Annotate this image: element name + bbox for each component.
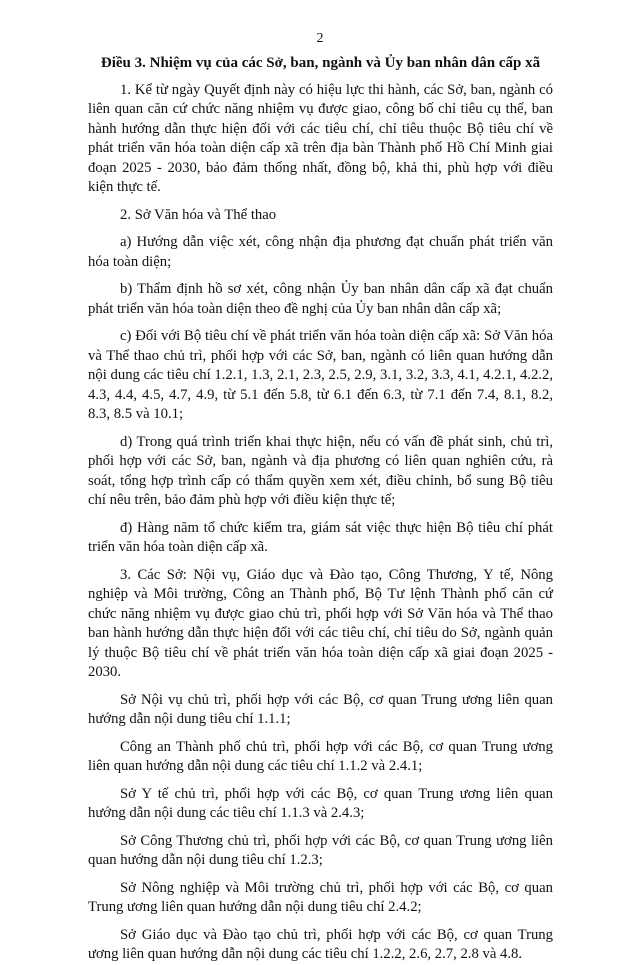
- paragraph-giao-duc: Sở Giáo dục và Đào tạo chủ trì, phối hợp với các Bộ, cơ quan Trung ương liên quan hướng dẫn nội dung các tiêu chí 1.2.2, 2.6, 2.7, 2.8 và 4.8.: [88, 926, 553, 962]
- page-number: 2: [316, 31, 324, 46]
- paragraph-2dd: đ) Hàng năm tổ chức kiểm tra, giám sát việc thực hiện Bộ tiêu chí phát triển văn hóa toàn diện cấp xã.: [88, 519, 553, 555]
- paragraph-2c: c) Đối với Bộ tiêu chí về phát triển văn hóa toàn diện cấp xã: Sở Văn hóa và Thể thao chủ trì, phối hợp với các Sở, ban, ngành có liên quan hướng dẫn nội dung các tiêu chí 1.2.1, 1.3, 2.1, 2.3, 2.5, 2.9, 3.1, 3.2, 3.3, 4.1, 4.2.1, 4.2.2, 4.3, 4.4, 4.5, 4.7, 4.9, từ 5.1 đến 5.8, từ 6.1 đến 6.3, từ 7.1 đến 7.4, 8.1, 8.2, 8.3, 8.5 và 10.1;: [88, 328, 553, 422]
- paragraph-2: 2. Sở Văn hóa và Thể thao: [120, 206, 277, 223]
- paragraph-2d: d) Trong quá trình triển khai thực hiện, nếu có vấn đề phát sinh, chủ trì, phối hợp với các Sở, ban, ngành và địa phương có liên quan nghiên cứu, rà soát, tổng hợp trình cấp có thẩm quyền xem xét, điều chỉnh, bổ sung Bộ tiêu chí nêu trên, bảo đảm phù hợp với điều kiện thực tế;: [88, 433, 553, 508]
- paragraph-2b: b) Thẩm định hồ sơ xét, công nhận Ủy ban nhân dân cấp xã đạt chuẩn phát triển văn hóa toàn diện theo đề nghị của Ủy ban nhân dân cấp xã;: [88, 281, 553, 317]
- paragraph-nong-nghiep: Sở Nông nghiệp và Môi trường chủ trì, phối hợp với các Bộ, cơ quan Trung ương liên quan hướng dẫn nội dung tiêu chí 2.4.2;: [88, 879, 553, 915]
- paragraph-cong-thuong: Sở Công Thương chủ trì, phối hợp với các Bộ, cơ quan Trung ương liên quan hướng dẫn nội dung tiêu chí 1.2.3;: [88, 832, 553, 868]
- paragraph-noi-vu: Sở Nội vụ chủ trì, phối hợp với các Bộ, cơ quan Trung ương liên quan hướng dẫn nội dung tiêu chí 1.1.1;: [88, 691, 553, 727]
- paragraph-2a: a) Hướng dẫn việc xét, công nhận địa phương đạt chuẩn phát triển văn hóa toàn diện;: [88, 234, 553, 270]
- article-heading: Điều 3. Nhiệm vụ của các Sở, ban, ngành và Ủy ban nhân dân cấp xã: [100, 55, 541, 71]
- paragraph-1: 1. Kể từ ngày Quyết định này có hiệu lực thi hành, các Sở, ban, ngành có liên quan căn cứ chức năng nhiệm vụ được giao, công bố chỉ tiêu cụ thể, ban hành hướng dẫn thực hiện đối với các tiêu chí, chỉ tiêu thuộc Bộ tiêu chí về phát triển văn hóa toàn diện cấp xã trên địa bàn Thành phố Hồ Chí Minh giai đoạn 2025 - 2030, bảo đảm thống nhất, đồng bộ, khả thi, phù hợp với điều kiện thực tế.: [88, 81, 553, 195]
- paragraph-y-te: Sở Y tế chủ trì, phối hợp với các Bộ, cơ quan Trung ương liên quan hướng dẫn nội dung các tiêu chí 1.1.3 và 2.4.3;: [88, 785, 553, 821]
- document-body: [88, 54, 553, 965]
- paragraph-cong-an: Công an Thành phố chủ trì, phối hợp với các Bộ, cơ quan Trung ương liên quan hướng dẫn nội dung các tiêu chí 1.1.2 và 2.4.1;: [88, 738, 553, 774]
- paragraph-3: 3. Các Sở: Nội vụ, Giáo dục và Đào tạo, Công Thương, Y tế, Nông nghiệp và Môi trường, Công an Thành phố, Bộ Tư lệnh Thành phố căn cứ chức năng nhiệm vụ được giao chủ trì, phối hợp với Sở Văn hóa và Thể thao ban hành hướng dẫn thực hiện đối với các tiêu chí, chỉ tiêu do Sở, ngành quản lý thuộc Bộ tiêu chí về phát triển văn hóa toàn diện cấp xã giai đoạn 2025 - 2030.: [88, 566, 553, 680]
